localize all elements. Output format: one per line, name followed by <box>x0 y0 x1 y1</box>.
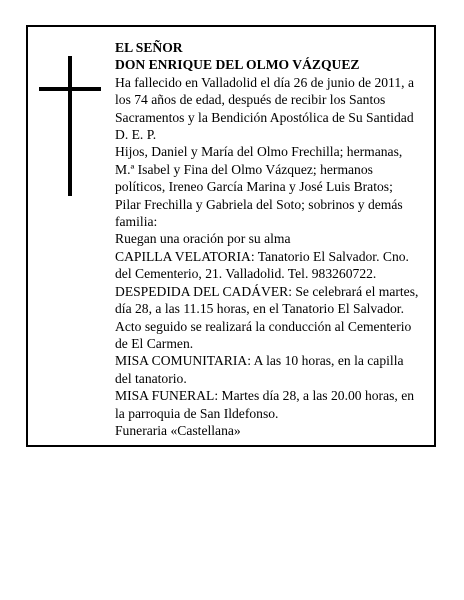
text-line: políticos, Ireneo García Marina y José Luis Bratos; <box>115 179 393 195</box>
text-line: los 74 años de edad, después de recibir los Santos <box>115 92 386 108</box>
obituary-text <box>115 39 427 439</box>
text-line: de El Carmen. <box>115 335 194 351</box>
text-line: CAPILLA VELATORIA: Tanatorio El Salvador. Cno. <box>115 248 409 264</box>
obituary-title: EL SEÑOR <box>115 40 183 55</box>
text-line: M.ª Isabel y Fina del Olmo Vázquez; hermanos <box>115 161 373 177</box>
text-line: Ruegan una oración por su alma <box>115 231 291 247</box>
text-line: la parroquia de San Ildefonso. <box>115 405 279 421</box>
text-line: Funeraria «Castellana» <box>115 422 241 438</box>
deceased-name: DON ENRIQUE DEL OLMO VÁZQUEZ <box>115 57 360 73</box>
obituary-notice <box>26 25 436 447</box>
text-line: MISA COMUNITARIA: A las 10 horas, en la capilla <box>115 353 404 369</box>
text-line: familia: <box>115 214 158 230</box>
cross-icon <box>68 56 72 196</box>
text-line: DESPEDIDA DEL CADÁVER: Se celebrará el martes, <box>115 283 419 299</box>
text-line: Pilar Frechilla y Gabriela del Soto; sobrinos y demás <box>115 196 403 212</box>
cross-icon-bar <box>39 87 101 91</box>
text-line: MISA FUNERAL: Martes día 28, a las 20.00 horas, en <box>115 388 415 404</box>
text-line: del Cementerio, 21. Valladolid. Tel. 983260722. <box>115 266 377 282</box>
text-line: Ha fallecido en Valladolid el día 26 de junio de 2011, a <box>115 74 414 90</box>
text-line: Acto seguido se realizará la conducción al Cementerio <box>115 318 412 334</box>
text-line: Hijos, Daniel y María del Olmo Frechilla; hermanas, <box>115 144 403 160</box>
text-line: Sacramentos y la Bendición Apostólica de Su Santidad <box>115 109 414 125</box>
text-line: del tanatorio. <box>115 370 187 386</box>
text-line: D. E. P. <box>115 127 157 143</box>
text-line: día 28, a las 11.15 horas, en el Tanatorio El Salvador. <box>115 301 404 317</box>
